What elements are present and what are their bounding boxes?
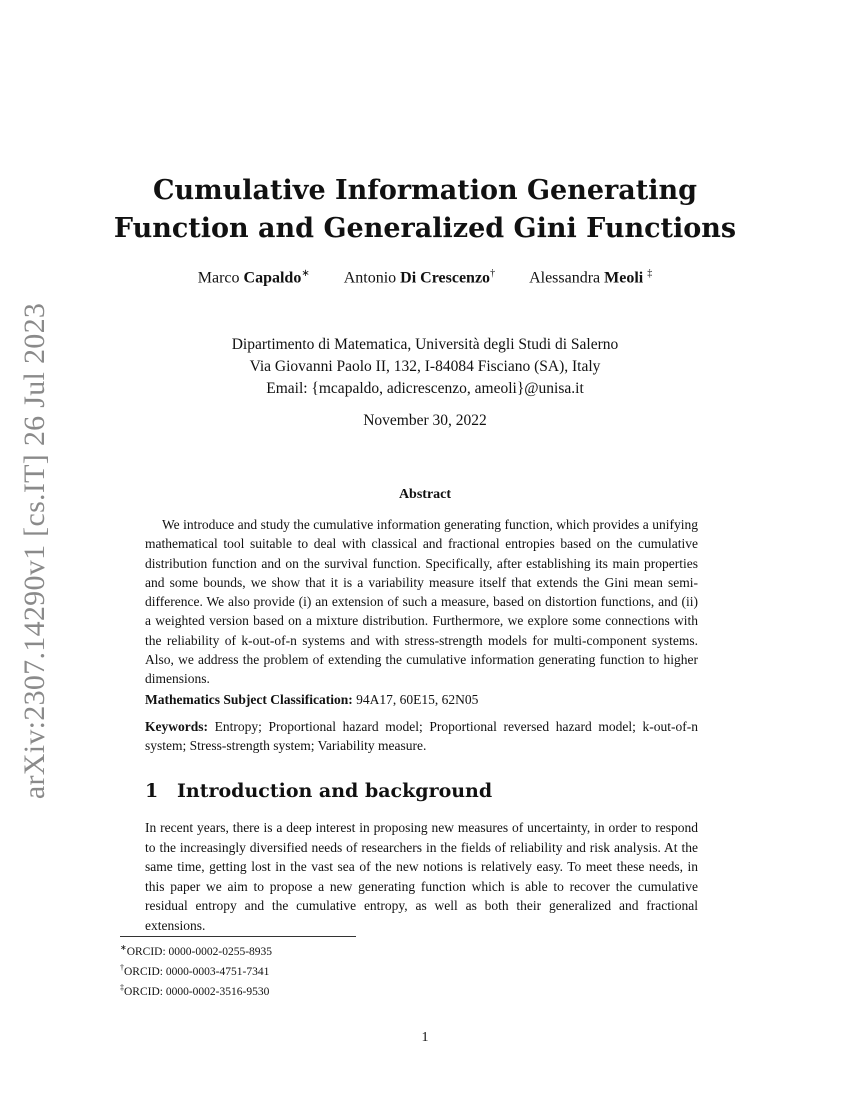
- affiliation-address: Via Giovanni Paolo II, 132, I-84084 Fisciano (SA), Italy: [249, 358, 601, 375]
- keywords-label: Keywords:: [145, 719, 208, 734]
- msc-value: 94A17, 60E15, 62N05: [356, 692, 479, 707]
- intro-paragraph: In recent years, there is a deep interest in proposing new measures of uncertainty, in order to respond to the increasingly diversified needs of researchers in the fields of reliability and risk analysis. At the same time, getting lost in the vast sea of the new notions is relatively easy. To meet these needs, in this paper we aim to propose a new generating function which is able to recover the cumulative residual entropy and the cumulative entropy, as well as both their generalized and fractional extensions.: [145, 820, 698, 933]
- title-line-2: Function and Generalized Gini Functions: [113, 213, 737, 244]
- arxiv-identifier: arXiv:2307.14290v1 [cs.IT] 26 Jul 2023: [18, 302, 51, 800]
- title-line-1: Cumulative Information Generating: [152, 175, 697, 206]
- author-3: Alessandra Meoli ‡: [529, 268, 653, 287]
- footnote-2: †ORCID: 0000-0003-4751-7341: [120, 962, 270, 978]
- section-title: Introduction and background: [177, 780, 493, 802]
- affiliation: [0, 334, 850, 400]
- footnote-3: ‡ORCID: 0000-0002-3516-9530: [120, 982, 270, 998]
- footnote-1: ∗ORCID: 0000-0002-0255-8935: [120, 943, 273, 958]
- keywords-line: [145, 717, 698, 756]
- section-heading: [145, 780, 705, 802]
- footnotes: [120, 940, 520, 999]
- footnote-divider: [120, 936, 356, 937]
- keywords-value: Entropy; Proportional hazard model; Proportional reversed hazard model; k-out-of-n system; Stress-strength system; Variability measure.: [145, 719, 698, 754]
- msc-line: [145, 690, 698, 709]
- author-2: Antonio Di Crescenzo†: [343, 268, 496, 287]
- author-list: [0, 268, 850, 287]
- abstract-heading: Abstract: [398, 487, 452, 502]
- abstract-body: We introduce and study the cumulative information generating function, which provides a unifying mathematical tool suitable to deal with classical and fractional entropies based on the cumulative distribution function and on the survival function. Specifically, after establishing its main properties and some bounds, we show that it is a variability measure itself that extends the Gini mean semi-difference. We also provide (i) an extension of such a measure, based on distortion functions, and (ii) a weighted version based on a mixture distribution. Furthermore, we explore some connections with the reliability of k-out-of-n systems and with stress-strength models for multi-component systems. Also, we address the problem of extending the cumulative information generating function to higher dimensions.: [145, 517, 698, 687]
- page-number: 1: [421, 1030, 429, 1045]
- section-number: 1: [145, 780, 159, 802]
- msc-label: Mathematics Subject Classification:: [145, 692, 353, 707]
- paper-date: November 30, 2022: [363, 412, 487, 429]
- author-1: Marco Capaldo∗: [197, 268, 310, 287]
- affiliation-email: Email: {mcapaldo, adicrescenzo, ameoli}@unisa.it: [266, 380, 584, 397]
- paper-title: [0, 172, 850, 248]
- affiliation-department: Dipartimento di Matematica, Università degli Studi di Salerno: [231, 336, 619, 353]
